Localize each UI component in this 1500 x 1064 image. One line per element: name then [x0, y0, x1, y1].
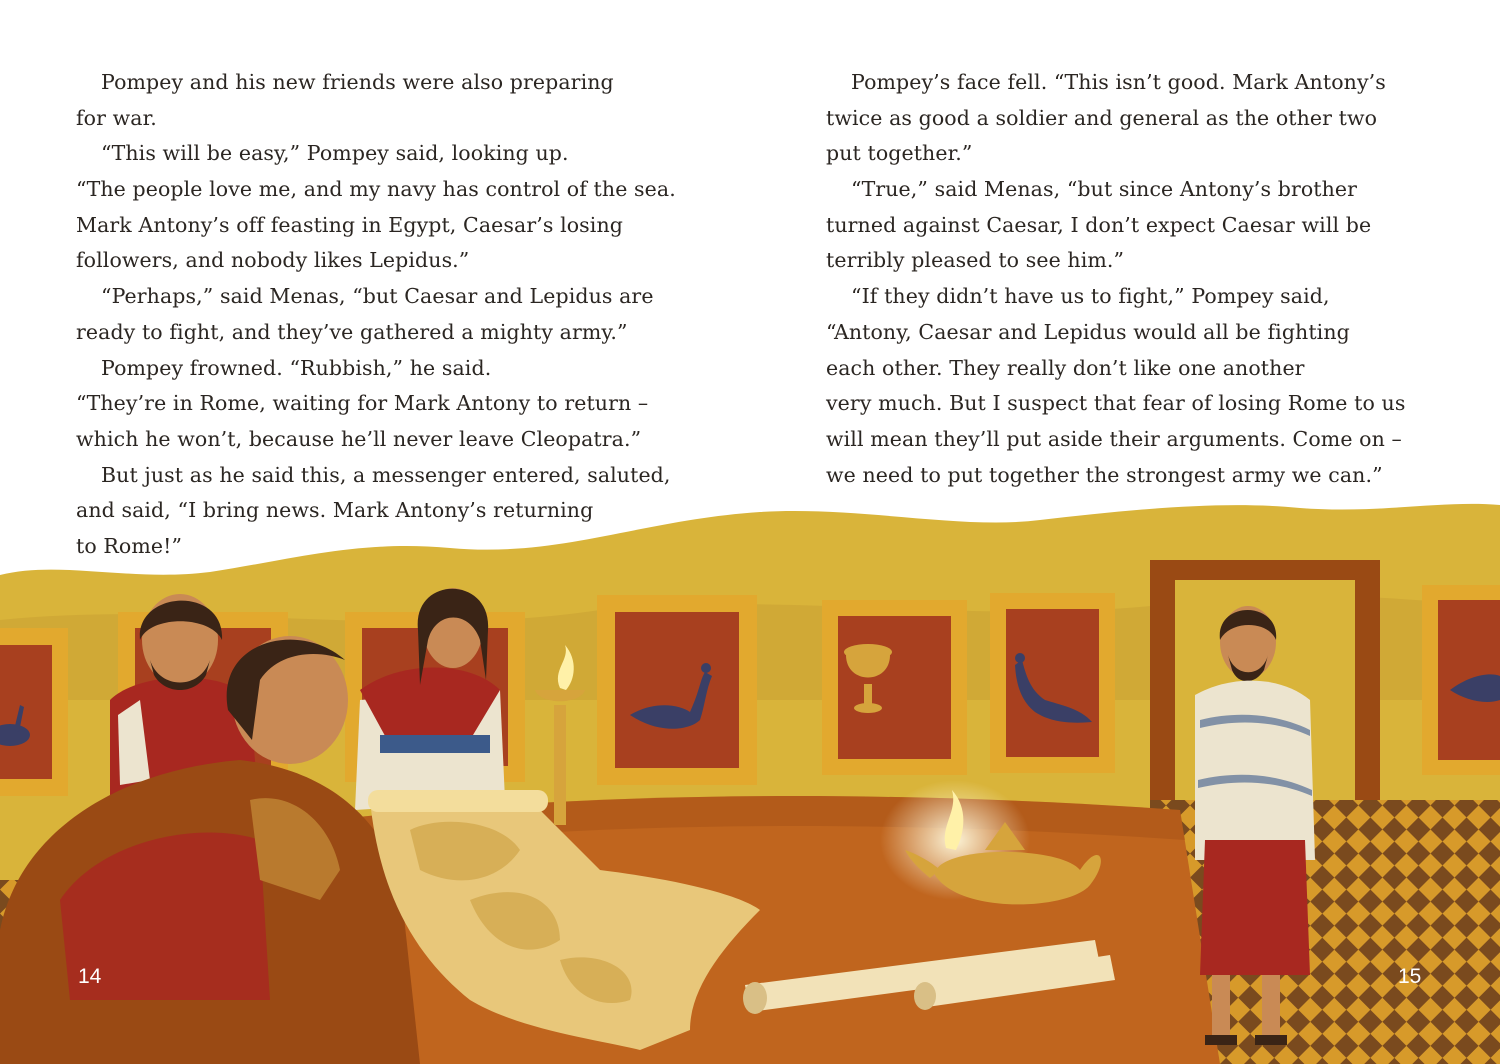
left-text-line: followers, and nobody likes Lepidus.”: [76, 248, 470, 273]
left-text-line: which he won’t, because he’ll never leave Cleopatra.”: [76, 426, 642, 451]
left-text-line: Pompey frowned. “Rubbish,” he said.: [101, 355, 492, 380]
left-text-line: and said, “I bring news. Mark Antony’s returning: [76, 498, 594, 523]
left-text-line: “This will be easy,” Pompey said, looking up.: [101, 141, 569, 166]
left-text-line: But just as he said this, a messenger entered, saluted,: [101, 462, 671, 487]
right-page-text: [826, 65, 1405, 493]
right-text-line: twice as good a soldier and general as the other two: [826, 105, 1378, 130]
left-text-line: Mark Antony’s off feasting in Egypt, Caesar’s losing: [76, 212, 623, 237]
left-text-line: for war.: [76, 105, 157, 130]
left-text-line: Pompey and his new friends were also preparing: [101, 70, 614, 94]
right-text-line: Pompey’s face fell. “This isn’t good. Mark Antony’s: [851, 70, 1386, 94]
left-text-line: to Rome!”: [76, 533, 183, 558]
left-text-line: “They’re in Rome, waiting for Mark Antony to return –: [76, 391, 649, 416]
right-text-line: we need to put together the strongest army we can.”: [826, 462, 1383, 487]
left-text-line: “The people love me, and my navy has control of the sea.: [76, 177, 676, 202]
right-text-line: “Antony, Caesar and Lepidus would all be fighting: [826, 319, 1350, 344]
right-text-line: “True,” said Menas, “but since Antony’s brother: [851, 177, 1358, 202]
right-text-line: “If they didn’t have us to fight,” Pompey said,: [851, 284, 1330, 309]
page-number-left: 14: [78, 965, 102, 988]
right-text-line: terribly pleased to see him.”: [826, 248, 1125, 273]
right-text-line: very much. But I suspect that fear of losing Rome to us: [826, 391, 1406, 416]
right-text-line: will mean they’ll put aside their arguments. Come on –: [826, 426, 1402, 451]
left-page-text: [76, 65, 676, 565]
right-text-line: turned against Caesar, I don’t expect Caesar will be: [826, 212, 1372, 237]
page-number-right: 15: [1398, 965, 1422, 988]
left-text-line: ready to fight, and they’ve gathered a mighty army.”: [76, 319, 628, 344]
left-text-line: “Perhaps,” said Menas, “but Caesar and Lepidus are: [101, 284, 654, 309]
right-text-line: each other. They really don’t like one another: [826, 355, 1305, 380]
right-text-line: put together.”: [826, 141, 973, 166]
